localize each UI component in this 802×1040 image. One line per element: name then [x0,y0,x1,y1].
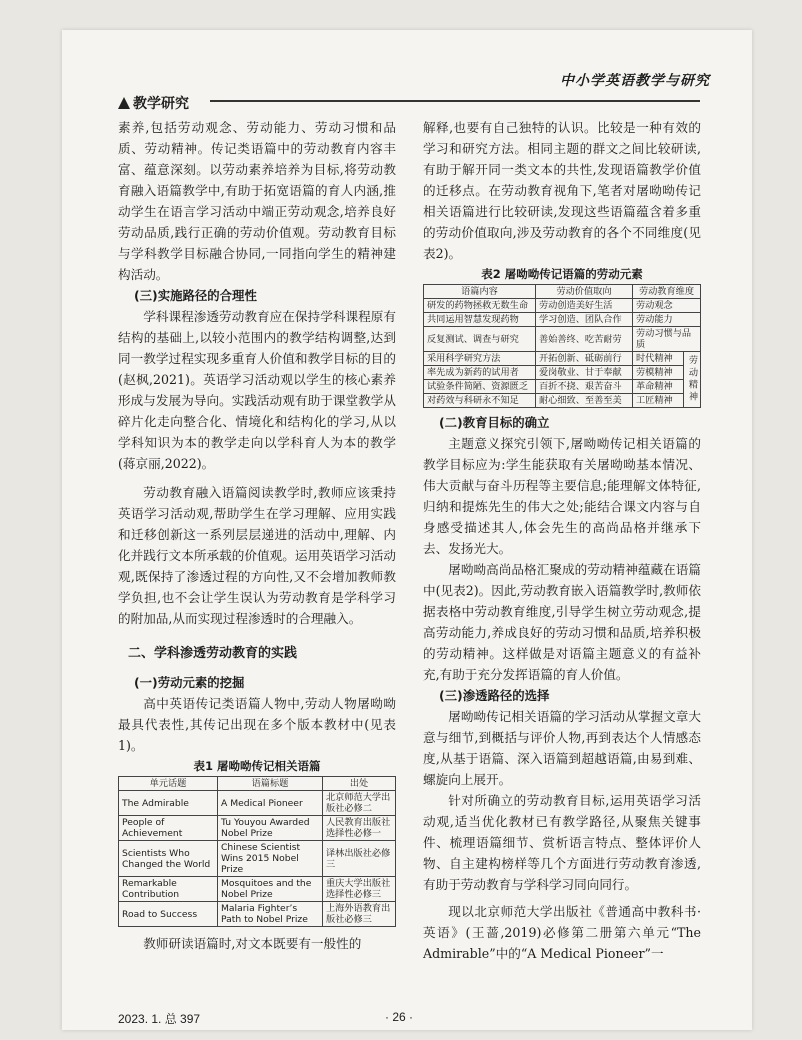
table-caption: 表2 屠呦呦传记语篇的劳动元素 [481,267,643,281]
table-cell: A Medical Pioneer [218,791,323,816]
table-cell: 工匠精神 [633,394,684,408]
table-row [424,299,701,313]
table-cell: People of Achievement [119,816,218,841]
issue-info: 2023. 1. 总 397 [118,1012,201,1026]
table-row [424,313,701,327]
table-cell: 率先成为新药的试用者 [424,366,536,380]
table-row [119,877,396,902]
table-cell: 劳动观念 [633,299,701,313]
paragraph: 现以北京师范大学出版社《普通高中教科书·英语》(王蔷,2019)必修第二册第六单元“The Admirable”中的“A Medical Pioneer”一 [423,904,701,961]
table-cell: 百折不挠、艰苦奋斗 [536,380,633,394]
table-cell: 研发的药物拯救无数生命 [424,299,536,313]
table-cell: 译林出版社必修三 [323,841,396,877]
table-cell: 革命精神 [633,380,684,394]
table-header-cell: 劳动教育维度 [633,285,701,299]
table-header-cell: 出处 [323,777,396,791]
table-header-cell: 劳动价值取向 [536,285,633,299]
paragraph: 主题意义探究引领下,屠呦呦传记相关语篇的教学目标应为:学生能获取有关屠呦呦基本情况、伟大贡献与奋斗历程等主要信息;能理解文体特征,归纳和提炼先生的伟大之处;能结合课文内容与自身感受描述其人,体会先生的高尚品格并继承下去、发扬光大。 [423,436,701,556]
table-cell: 试验条件简陋、资源匮乏 [424,380,536,394]
table-cell: Malaria Fighter’s Path to Nobel Prize [218,902,323,927]
table-row [424,352,701,366]
table-cell: 学习创造、团队合作 [536,313,633,327]
right-column [423,117,701,964]
table-cell: 人民教育出版社选择性必修一 [323,816,396,841]
left-column [118,117,396,954]
table-cell: 耐心细致、至善至美 [536,394,633,408]
table-cell: 时代精神 [633,352,684,366]
paragraph: 针对所确立的劳动教育目标,运用英语学习活动观,适当优化教材已有教学路径,从聚焦关键事件、梳理语篇细节、赏析语言特点、整体评价人物、自主建构榜样等几个方面进行劳动教育渗透,有助于劳动教育与学科学习同向同行。 [423,793,701,892]
table-row [119,902,396,927]
table-header-row [424,285,701,299]
paragraph: 素养,包括劳动观念、劳动能力、劳动习惯和品质、劳动精神。传记类语篇中的劳动教育内容丰富、蕴意深刻。以劳动素养培养为目标,将劳动教育融入语篇教学中,有助于拓宽语篇的育人内涵,推动学生在语言学习活动中端正劳动观念,培养良好劳动品质,践行正确的劳动价值观。劳动教育目标与学科教学目标融合协同,一同指向学生的精神建构活动。 [118,120,396,282]
paragraph: 屠呦呦高尚品格汇聚成的劳动精神蕴藏在语篇中(见表2)。因此,劳动教育嵌入语篇教学时,教师依据表格中劳动教育维度,引导学生树立劳动观念,提高劳动能力,养成良好的劳动习惯和品质,培养积极的劳动精神。这样做是对语篇主题意义的有益补充,有助于充分发挥语篇的育人价值。 [423,562,701,682]
table-2 [423,284,701,408]
table-header-cell: 单元话题 [119,777,218,791]
table-cell: The Admirable [119,791,218,816]
paragraph: 屠呦呦传记相关语篇的学习活动从掌握文章大意与细节,到概括与评价人物,再到表达个人情感态度,从基于语篇、深入语篇到超越语篇,由易到难、螺旋向上展开。 [423,709,701,787]
table-row [119,841,396,877]
subsection-heading: (三)实施路径的合理性 [134,288,257,303]
table-row [119,791,396,816]
table-caption: 表1 屠呦呦传记相关语篇 [193,759,321,773]
table-cell: 开拓创新、砥砺前行 [536,352,633,366]
section-heading: 二、学科渗透劳动教育的实践 [128,646,298,661]
table-cell: 上海外语教育出版社必修三 [323,902,396,927]
table-cell: 善始善终、吃苦耐劳 [536,327,633,352]
table-cell: Mosquitoes and the Nobel Prize [218,877,323,902]
paragraph: 高中英语传记类语篇人物中,劳动人物屠呦呦最具代表性,其传记出现在多个版本教材中(见表1)。 [118,696,396,753]
table-header-cell: 语篇标题 [218,777,323,791]
table-row [119,816,396,841]
section-tag [118,93,189,113]
table-row [424,327,701,352]
journal-title: 中小学英语教学与研究 [560,73,710,89]
table-cell: Road to Success [119,902,218,927]
subsection-heading: (二)教育目标的确立 [439,415,550,430]
paragraph: 解释,也要有自己独特的认识。比较是一种有效的学习和研究方法。相同主题的群文之间比较研读,有助于解开同一类文本的共性,发现语篇教学价值的迁移点。在劳动教育视角下,笔者对屠呦呦传记相关语篇进行比较研读,发现这些语篇蕴含着多重的劳动价值取向,涉及劳动教育的各个不同维度(见表2)。 [423,120,701,261]
table-cell: 重庆大学出版社选择性必修三 [323,877,396,902]
table-cell: Scientists Who Changed the World [119,841,218,877]
paragraph: 劳动教育融入语篇阅读教学时,教师应该秉持英语学习活动观,帮助学生在学习理解、应用实践和迁移创新这一系列层层递进的活动中,理解、内化并践行文本所承载的价值观。运用英语学习活动观,既保持了渗透过程的方向性,又不会增加教师教学负担,也不会让学生误认为劳动教育是学科学习的附加品,从而实现过程渗透时的合理融入。 [118,485,396,626]
triangle-icon [118,97,130,109]
table-row [424,394,701,408]
table-cell: 北京师范大学出版社必修二 [323,791,396,816]
table-header-cell: 语篇内容 [424,285,536,299]
paragraph: 教师研读语篇时,对文本既要有一般性的 [143,936,362,951]
paragraph: 学科课程渗透劳动教育应在保持学科课程原有结构的基础上,以较小范围内的教学结构调整,达到同一教学过程实现多重育人价值和教学目标的目的(赵枫,2021)。英语学习活动观以学生的核心素养形成与发展为导向。实践活动观有助于课堂教学从碎片化走向整合化、情境化和结构化的学习,从以学科知识为本的教学走向以学科育人为本的教学(蒋京丽,2022)。 [118,309,396,471]
table-cell: 采用科学研究方法 [424,352,536,366]
table-cell: Remarkable Contribution [119,877,218,902]
table-cell: Chinese Scientist Wins 2015 Nobel Prize [218,841,323,877]
table-cell: 劳动习惯与品质 [633,327,701,352]
table-row [424,380,701,394]
table-row [424,366,701,380]
table-cell: 对药效与科研永不知足 [424,394,536,408]
table-cell: Tu Youyou Awarded Nobel Prize [218,816,323,841]
table-cell: 劳动能力 [633,313,701,327]
subsection-heading: (一)劳动元素的挖掘 [134,675,245,690]
page-number: · 26 · [385,1010,414,1024]
table-cell: 共同运用智慧发现药物 [424,313,536,327]
table-1 [118,776,396,927]
table-cell: 劳模精神 [633,366,684,380]
table-header-row [119,777,396,791]
merged-label-cell: 劳动精神 [683,352,700,408]
header-rule [210,100,700,102]
table-cell: 爱岗敬业、甘于奉献 [536,366,633,380]
subsection-heading: (三)渗透路径的选择 [439,688,550,703]
table-cell: 反复测试、调查与研究 [424,327,536,352]
table-cell: 劳动创造美好生活 [536,299,633,313]
section-label: 教学研究 [133,96,189,112]
